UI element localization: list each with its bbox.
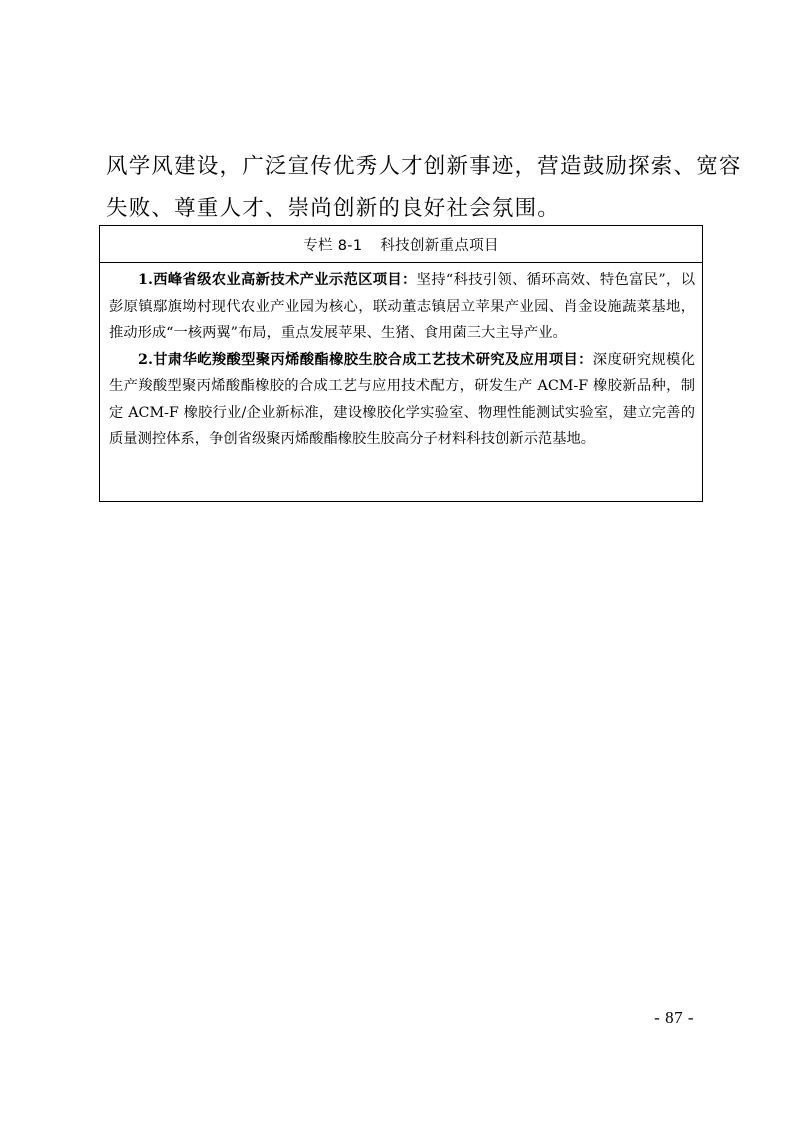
project-item-1 bbox=[109, 267, 695, 347]
project-item-2-label: 2.甘肃华屹羧酸型聚丙烯酸酯橡胶生胶合成工艺技术研究及应用项目： bbox=[138, 351, 593, 368]
intro-line-1: 风学风建设，广泛宣传优秀人才创新事迹，营造鼓励探索、宽容 bbox=[106, 154, 742, 179]
project-item-2 bbox=[109, 347, 695, 453]
column-body bbox=[100, 263, 702, 453]
column-number: 专栏 8-1 bbox=[303, 237, 363, 254]
intro-line-2: 失败、尊重人才、崇尚创新的良好社会氛围。 bbox=[106, 196, 561, 221]
project-item-2-text: 深度研究规模化生产羧酸型聚丙烯酸酯橡胶的合成工艺与应用技术配方，研发生产 ACM-F 橡胶新品种，制定 ACM-F 橡胶行业/企业新标准，建设橡胶化学实验室、物理性能测试实验室，建立完善的质量测控体系，争创省级聚丙烯酸酯橡胶生胶高分子材料科技创新示范基地。 bbox=[109, 351, 695, 447]
page-number: - 87 - bbox=[654, 1008, 694, 1027]
column-title: 科技创新重点项目 bbox=[380, 237, 499, 254]
project-item-1-label: 1.西峰省级农业高新技术产业示范区项目： bbox=[138, 272, 417, 288]
column-header bbox=[100, 226, 702, 263]
column-box bbox=[99, 225, 703, 502]
intro-paragraph bbox=[106, 146, 742, 230]
project-item-1-text: 坚持“科技引领、循环高效、特色富民”，以彭原镇鄢旗坳村现代农业产业园为核心，联动董志镇居立苹果产业园、肖金设施蔬菜基地，推动形成“一核两翼”布局，重点发展苹果、生猪、食用菌三大主导产业。 bbox=[109, 272, 695, 341]
